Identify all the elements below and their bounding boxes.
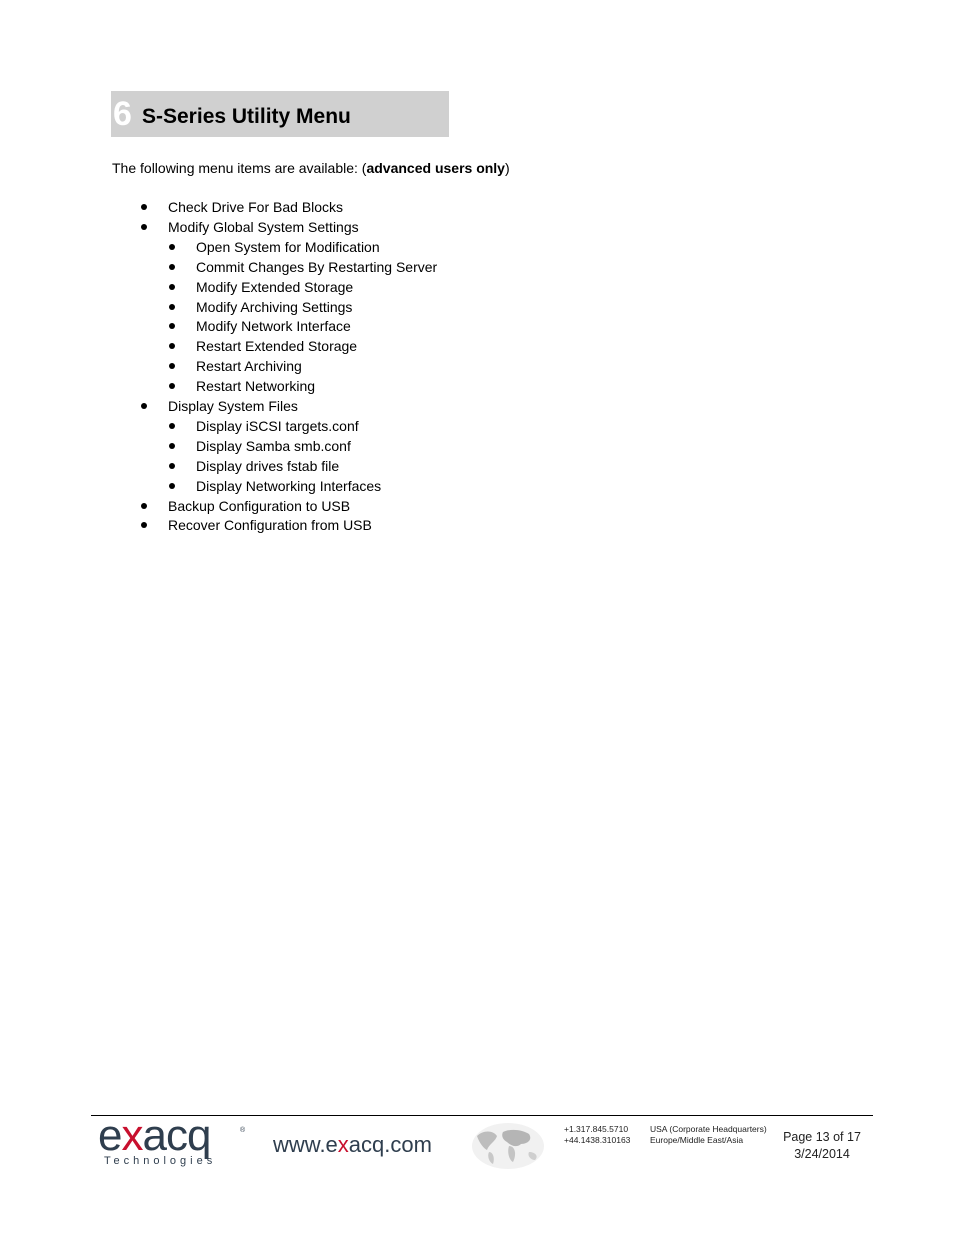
logo-wordmark: exacq — [98, 1111, 211, 1160]
menu-item-label: Display Networking Interfaces — [196, 477, 382, 494]
bullet-icon — [169, 463, 175, 469]
intro-prefix: The following menu items are available: ( — [112, 160, 367, 176]
bullet-icon — [141, 224, 147, 230]
menu-item-label: Backup Configuration to USB — [168, 497, 351, 514]
page-number: Page 13 of 17 — [783, 1130, 861, 1144]
office-regions — [650, 1124, 767, 1146]
bullet-icon — [169, 284, 175, 290]
phone-emea: +44.1438.310163 — [564, 1135, 631, 1145]
menu-item-label: Open System for Modification — [196, 238, 380, 255]
menu-item-label: Display System Files — [168, 398, 298, 414]
bullet-icon — [169, 423, 175, 429]
menu-item — [196, 376, 315, 396]
exacq-logo — [98, 1111, 248, 1169]
bullet-icon — [141, 403, 147, 409]
phone-usa: +1.317.845.5710 — [564, 1124, 629, 1134]
menu-item-label: Restart Archiving — [196, 358, 302, 375]
bullet-icon — [169, 443, 175, 449]
intro-suffix: ) — [504, 160, 510, 176]
bullet-icon — [169, 363, 175, 369]
bullet-icon — [169, 244, 175, 250]
logo-registered-mark: ® — [240, 1127, 246, 1134]
menu-item — [168, 515, 372, 535]
bullet-icon — [169, 483, 175, 489]
menu-item-label: Restart Extended Storage — [196, 338, 358, 355]
region-emea: Europe/Middle East/Asia — [650, 1135, 744, 1145]
menu-item-label: Display drives fstab file — [196, 457, 340, 474]
bullet-icon — [169, 323, 175, 329]
menu-item-label: Display iSCSI targets.conf — [196, 417, 359, 434]
section-number: 6 — [113, 95, 132, 133]
menu-item — [168, 217, 359, 237]
menu-item-label: Modify Network Interface — [196, 318, 351, 335]
menu-item — [196, 356, 302, 376]
menu-item-label: Modify Global System Settings — [168, 218, 359, 235]
menu-item-label: Modify Archiving Settings — [196, 298, 353, 315]
intro-bold: advanced users only — [366, 160, 505, 176]
menu-item — [196, 257, 437, 277]
bullet-icon — [141, 503, 147, 509]
bullet-icon — [169, 264, 175, 270]
menu-item — [168, 496, 350, 516]
page-info — [772, 1129, 872, 1163]
intro-paragraph — [112, 158, 510, 178]
menu-item-label: Commit Changes By Restarting Server — [196, 258, 438, 275]
bullet-icon — [169, 343, 175, 349]
document-date: 3/24/2014 — [794, 1147, 850, 1161]
menu-item-label: Display Samba smb.conf — [196, 437, 351, 454]
menu-item — [196, 476, 381, 496]
menu-item — [196, 316, 351, 336]
bullet-icon — [141, 522, 147, 528]
menu-item — [196, 336, 357, 356]
phone-numbers — [564, 1124, 630, 1146]
world-map-icon — [471, 1122, 545, 1170]
menu-item — [196, 456, 339, 476]
section-heading — [111, 91, 449, 137]
menu-item — [196, 416, 359, 436]
menu-item — [196, 297, 352, 317]
menu-item-label: Recover Configuration from USB — [168, 517, 372, 534]
menu-item — [168, 396, 298, 416]
menu-item-label: Modify Extended Storage — [196, 278, 354, 295]
bullet-icon — [141, 204, 147, 210]
bullet-icon — [169, 383, 175, 389]
menu-item — [196, 237, 380, 257]
menu-item — [168, 197, 343, 217]
menu-item — [196, 436, 351, 456]
menu-item — [196, 277, 353, 297]
section-title: S-Series Utility Menu — [142, 105, 351, 128]
logo-tagline: Technologies — [104, 1155, 217, 1167]
menu-item-label: Restart Networking — [196, 378, 316, 395]
menu-item-label: Check Drive For Bad Blocks — [168, 199, 344, 215]
website-link[interactable]: www.exacq.com — [273, 1132, 432, 1157]
region-usa: USA (Corporate Headquarters) — [650, 1124, 767, 1134]
bullet-icon — [169, 304, 175, 310]
